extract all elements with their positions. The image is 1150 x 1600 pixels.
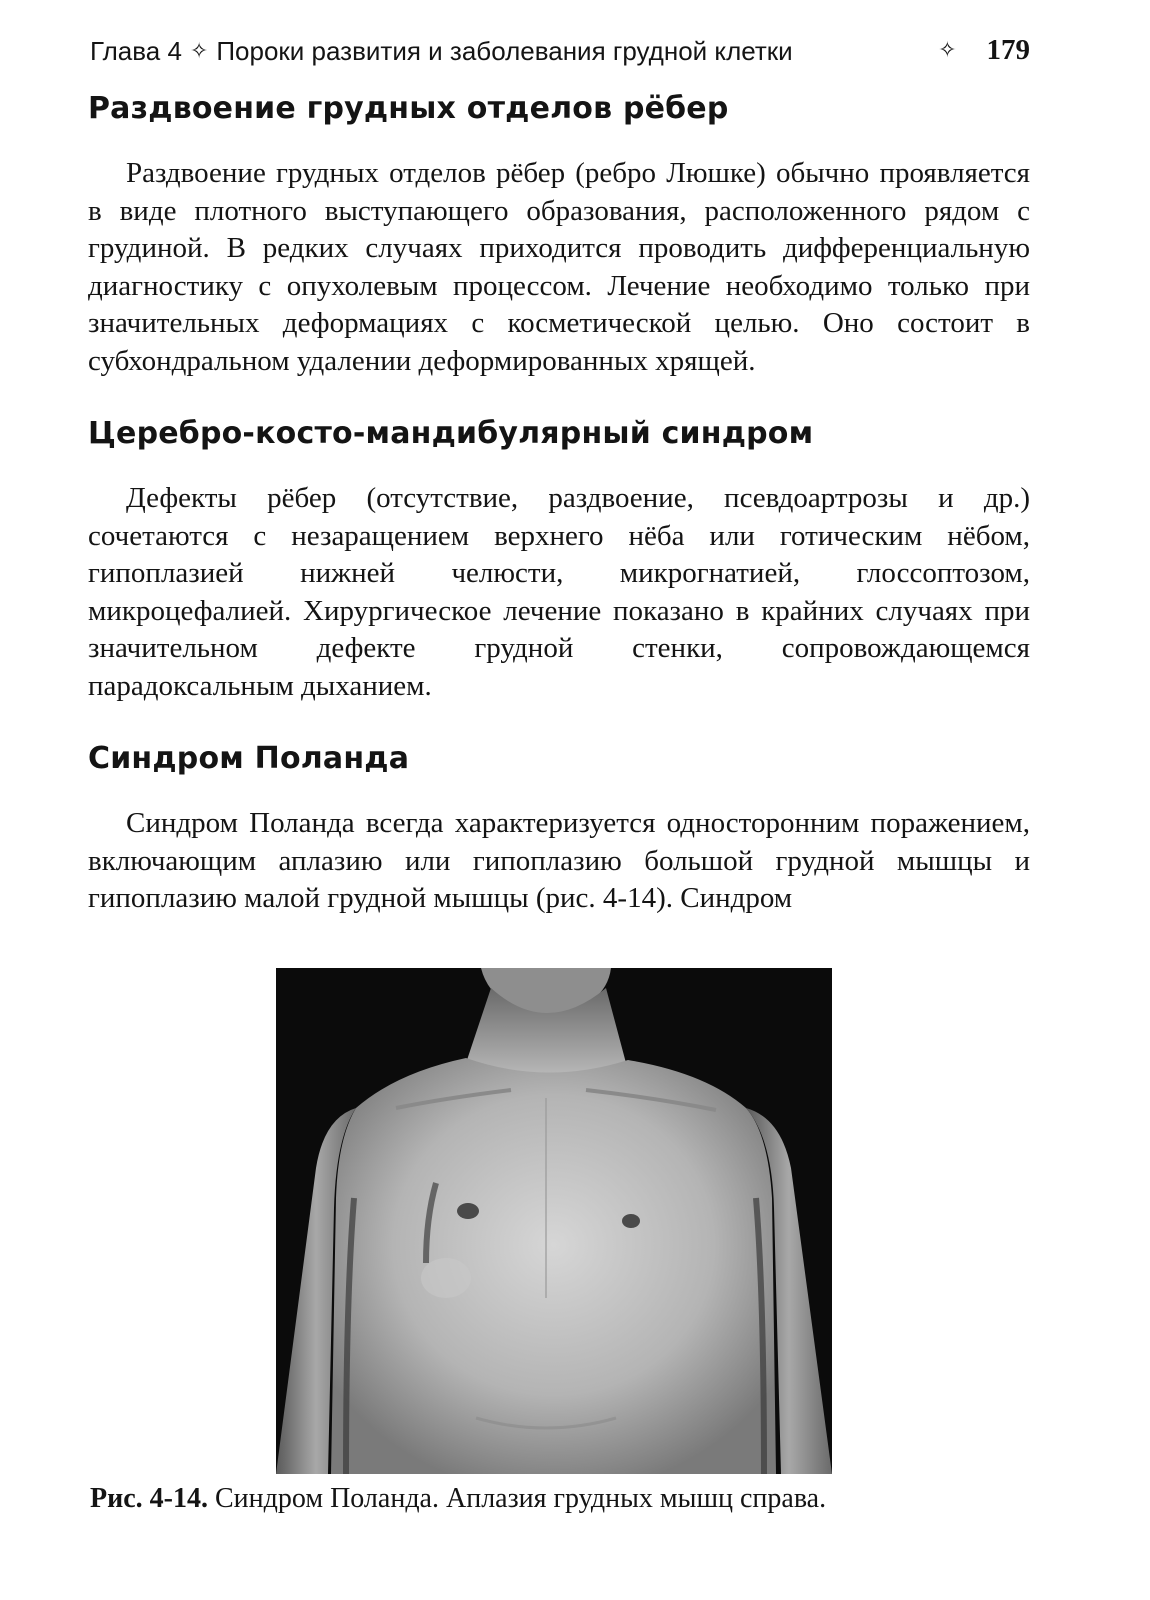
torso-photo-illustration — [276, 968, 832, 1474]
page-number-block — [930, 34, 1030, 67]
chapter-number: Глава 4 — [90, 36, 182, 66]
chapter-heading — [90, 36, 793, 67]
paragraph-rib-bifurcation: Раздвоение грудных отделов рёбер (ребро Люшке) обычно проявляется в виде плотного выступающего образования, расположенного рядом с грудиной. В редких случаях приходится проводить дифференциальную диагностику с опухолевым процессом. Лечение необходимо только при значительных деформациях с косметической целью. Оно состоит в субхондральном удалении деформированных хрящей. — [88, 157, 1030, 377]
figure-photo-poland-syndrome — [276, 968, 832, 1474]
diamond-separator-icon: ✧ — [189, 38, 209, 63]
figure-label: Рис. 4-14. — [90, 1483, 208, 1514]
section-title-rib-bifurcation: Раздвоение грудных отделов рёбер — [88, 91, 729, 126]
paragraph-cerebro-costo-mandibular: Дефекты рёбер (отсутствие, раздвоение, псевдоартрозы и др.) сочетаются с незаращением верхнего нёба или готическим нёбом, гипоплазией нижней челюсти, микрогнатией, глоссоптозом, микроцефалией. Хирургическое лечение показано в крайних случаях при значительном дефекте грудной стенки, сопровождающемся парадоксальным дыханием. — [88, 482, 1030, 702]
section-title-cerebro-costo-mandibular: Церебро-косто-мандибулярный синдром — [88, 416, 814, 451]
figure-caption-text: Синдром Поланда. Аплазия грудных мышц справа. — [215, 1483, 827, 1514]
diamond-separator-icon: ✧ — [938, 37, 957, 62]
chapter-title: Пороки развития и заболевания грудной клетки — [216, 36, 793, 66]
page-number: 179 — [986, 34, 1030, 66]
running-header — [90, 30, 1030, 70]
paragraph-poland-syndrome: Синдром Поланда всегда характеризуется односторонним поражением, включающим аплазию или гипоплазию большой грудной мышцы и гипоплазию малой грудной мышцы (рис. 4-14). Синдром — [88, 807, 1030, 914]
figure-caption — [90, 1483, 826, 1515]
section-title-poland-syndrome: Синдром Поланда — [88, 741, 410, 776]
